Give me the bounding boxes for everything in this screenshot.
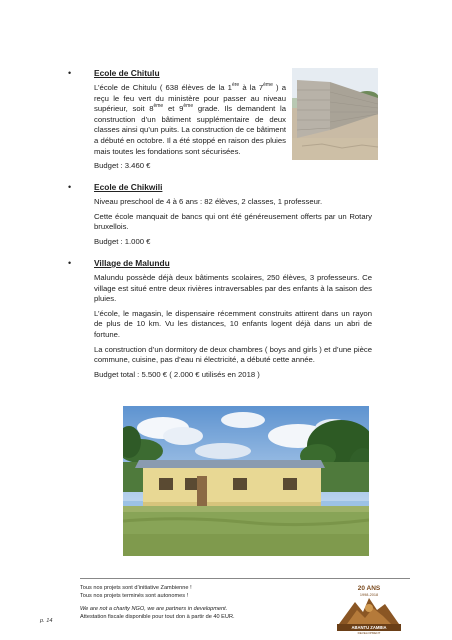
section-malundu [68, 258, 372, 380]
construction-photo [292, 68, 378, 160]
dormitory-photo [123, 406, 369, 556]
footer-divider [80, 578, 410, 579]
section-title-malundu: Village de Malundu [94, 258, 170, 268]
svg-text:20 ANS: 20 ANS [357, 585, 381, 592]
chikwili-info: Niveau preschool de 4 à 6 ans : 82 élèves, 2 classes, 1 professeur. [94, 197, 323, 206]
bullet: • [68, 258, 72, 268]
footer-line-initiative: Tous nos projets sont d’initiative Zambienne ! [80, 585, 192, 591]
malundu-budget: Budget total : 5.500 € ( 2.000 € utilisés en 2018 ) [94, 369, 260, 379]
dormitory-photo-image [123, 406, 369, 556]
footer-line-autonomous: Tous nos projets terminés sont autonomes ! [80, 593, 189, 599]
svg-text:1998-2018: 1998-2018 [359, 593, 379, 597]
footer-line-tax: Attestation fiscale disponible pour tout don à partir de 40 EUR. [80, 614, 235, 620]
chitulu-budget: Budget : 3.460 € [94, 161, 151, 171]
malundu-dormitory: La construction d’un dormitory de deux chambres ( boys and girls ) et d’une pièce commune, cuisine, pas d’eau ni électricité, a débuté cette année. [94, 344, 372, 365]
abantu-zambia-logo [333, 582, 405, 634]
section-chitulu [68, 68, 287, 172]
svg-text:DEVELOPMENT: DEVELOPMENT [357, 631, 381, 634]
bullet: • [68, 68, 72, 78]
chitulu-description: L’école de Chitulu ( 638 élèves de la 1ère à la 7ème ) a reçu le feu vert du ministère pour passer au niveau supérieur, soit 8ème et 9ème grade. Ils demandent la construction d’un bâtiment supplémentaire de deux classes ainsi qu’un puits. La construction de ce bâtiment a débuté en octobre. Il a été stoppé en raison des pluies mais toutes les fondations sont sécurisées. [94, 82, 287, 156]
bullet: • [68, 182, 72, 192]
svg-text:ABANTU ZAMBIA: ABANTU ZAMBIA [351, 625, 387, 630]
page-number: p. 14 [40, 618, 53, 624]
section-title-chikwili: Ecole de Chikwili [94, 182, 163, 192]
malundu-location: Malundu possède déjà deux bâtiments scolaires, 250 élèves, 3 professeurs. Ce village est situé entre deux rivières intraversables par des enfants à la saison des pluies. [94, 273, 372, 304]
construction-photo-image [292, 68, 378, 160]
section-title-chitulu: Ecole de Chitulu [94, 68, 160, 78]
footer-line-partners: We are not a charity NGO, we are partners in development. [80, 606, 228, 612]
malundu-needs: L’école, le magasin, le dispensaire récemment construits attirent dans un rayon de plus de 10 km. Vu les distances, 10 enfants logent déjà dans un abri de fortune. [94, 308, 372, 339]
chikwili-benches: Cette école manquait de bancs qui ont été généreusement offerts par un Rotary bruxellois. [94, 211, 372, 232]
chikwili-budget: Budget : 1.000 € [94, 236, 151, 246]
section-chikwili [68, 182, 372, 247]
